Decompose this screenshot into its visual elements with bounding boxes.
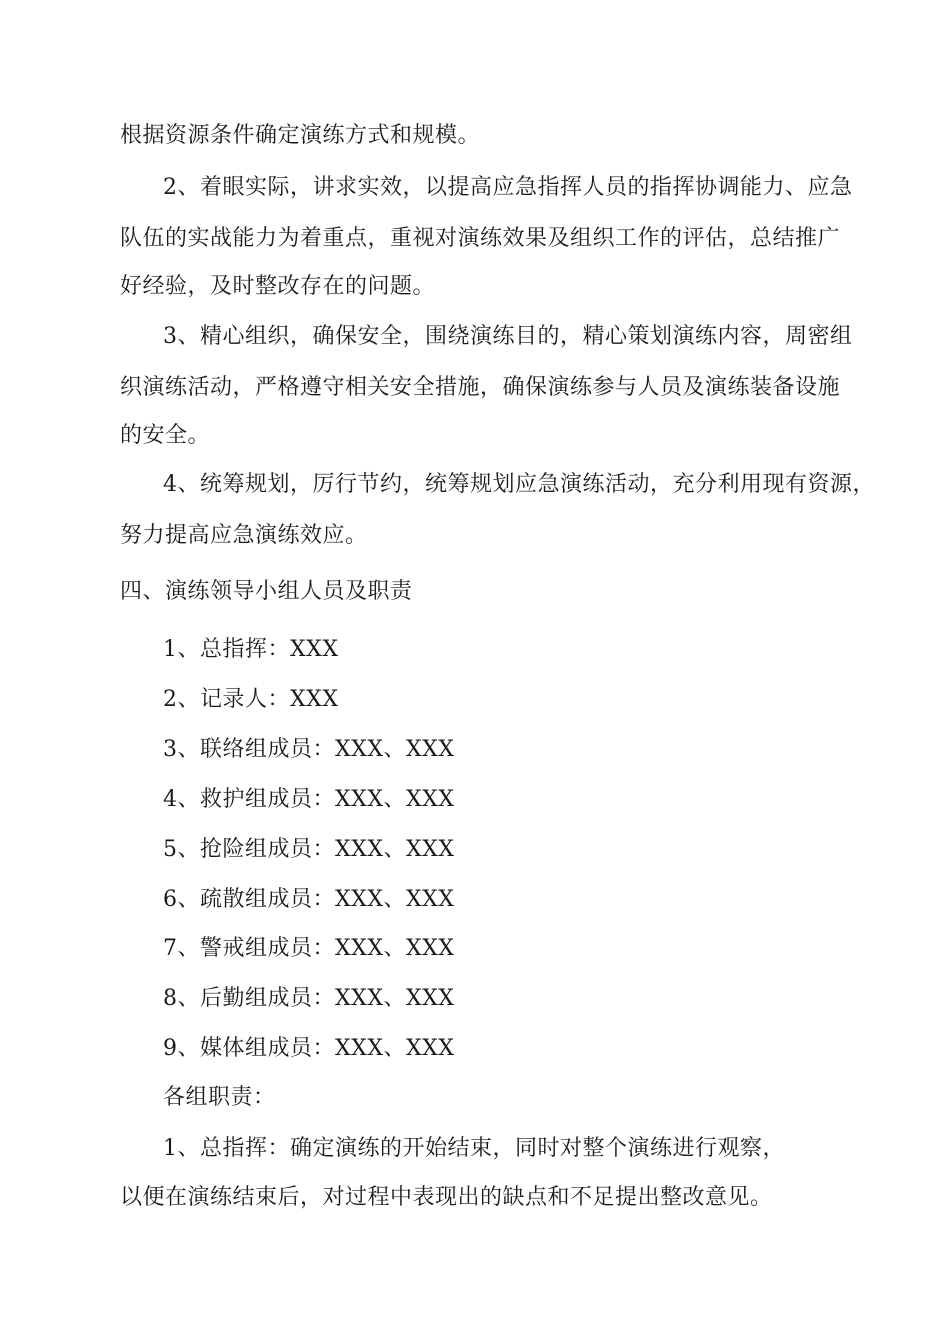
list-item: 9、媒体组成员：XXX、XXX [163,1036,455,1061]
list-item: 8、后勤组成员：XXX、XXX [163,986,455,1011]
subheading: 各组职责： [163,1085,276,1110]
list-item: 1、总指挥：XXX [163,637,339,662]
text-line: 织演练活动，严格遵守相关安全措施，确保演练参与人员及演练装备设施 [120,375,841,400]
text-line: 根据资源条件确定演练方式和规模。 [120,123,481,148]
list-item: 5、抢险组成员：XXX、XXX [163,837,455,862]
list-item: 6、疏散组成员：XXX、XXX [163,887,455,912]
list-item: 3、联络组成员：XXX、XXX [163,737,455,762]
text-line: 努力提高应急演练效应。 [120,523,368,548]
list-item: 7、警戒组成员：XXX、XXX [163,936,455,961]
text-line: 的安全。 [120,423,211,448]
text-line: 3、精心组织，确保安全，围绕演练目的，精心策划演练内容，周密组 [163,324,853,349]
text-line: 4、统筹规划，厉行节约，统筹规划应急演练活动，充分利用现有资源， [163,472,875,497]
text-line: 以便在演练结束后，对过程中表现出的缺点和不足提出整改意见。 [120,1185,773,1210]
list-item: 4、救护组成员：XXX、XXX [163,787,455,812]
text-line: 1、总指挥：确定演练的开始结束，同时对整个演练进行观察， [163,1136,785,1161]
section-heading: 四、演练领导小组人员及职责 [120,579,413,604]
text-line: 好经验，及时整改存在的问题。 [120,274,436,299]
list-item: 2、记录人：XXX [163,687,339,712]
text-line: 队伍的实战能力为着重点，重视对演练效果及组织工作的评估，总结推广 [120,226,841,251]
text-line: 2、着眼实际，讲求实效，以提高应急指挥人员的指挥协调能力、应急 [163,175,853,200]
